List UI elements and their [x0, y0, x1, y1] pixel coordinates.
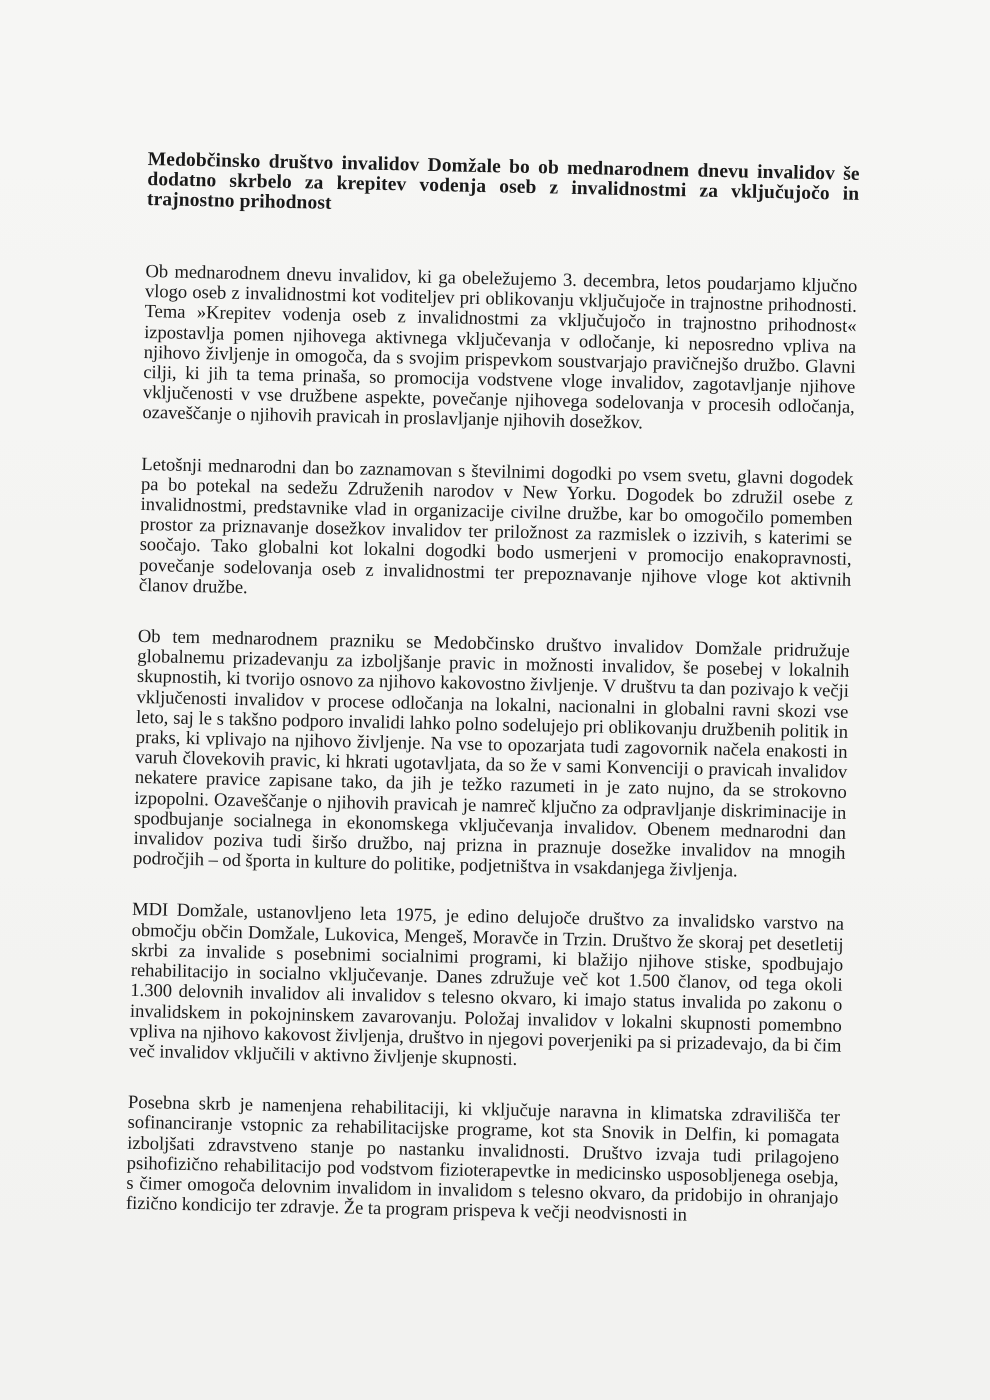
document-body [126, 150, 860, 1229]
paragraph-events: Letošnji mednarodni dan bo zaznamovan s številnimi dogodki po vsem svetu, glavni dogodek pa bo potekal na sedežu Združenih narodov v New Yorku. Dogodek bo združil osebe z invalidnostmi, predstavnike vlad in organizacije civilne družbe, kar bo omogočilo pomemben prostor za priznavanje dosežkov invalidov ter priložnost za razmislek o izzivih, s katerimi se soočajo. Tako globalni kot lokalni dogodki bodo usmerjeni v promocijo enakopravnosti, povečanje sodelovanja oseb z invalidnostmi ter prepoznavanje njihove vloge kot aktivnih članov družbe. [138, 453, 854, 599]
paragraph-intro: Ob mednarodnem dnevu invalidov, ki ga obeležujemo 3. decembra, letos poudarjamo ključno vlogo oseb z invalidnostmi kot voditeljev pri oblikovanju vključujoče in trajnostne prihodnosti. Tema »Krepitev vodenja oseb z invalidnostmi za vključujočo in trajnostno prihodnost« izpostavlja pomen njihovega aktivnega vključevanja v odločanje, ki neposredno vpliva na njihovo življenje in omogoča, da s svojim prispevkom soustvarjajo pravičnejšo družbo. Glavni cilji, ki jih ta tema prinaša, so promocija vodstvene vloge invalidov, zagotavljanje njihove vključenosti v vse družbene aspekte, povečanje njihovega sodelovanja v procesih odločanja, ozaveščanje o njihovih pravicah in proslavljanje njihovih dosežkov. [142, 260, 858, 434]
document-title: Medobčinsko društvo invalidov Domžale bo ob mednarodnem dnevu invalidov še dodatno skrbelo za krepitev vodenja oseb z invalidnostmi za vključujočo in trajnostno prihodnost [146, 149, 860, 214]
paragraph-history: MDI Domžale, ustanovljeno leta 1975, je edino delujoče društvo za invalidsko varstvo na območju občin Domžale, Lukovica, Mengeš, Moravče in Trzin. Društvo že skoraj pet desetletij skrbi za invalide s posebnimi socialnimi programi, ki blažijo njihove stiske, spodbujajo rehabilitacijo in socialno vključevanje. Danes združuje več kot 1.500 članov, od tega okoli 1.300 delovnih invalidov ali invalidov s telesno okvaro, ki imajo status invalida po zakonu o invalidskem in pokojninskem zavarovanju. Položaj invalidov v lokalni skupnosti pomembno vpliva na njihovo kakovost življenja, društvo in njegovi poverjeniki pa si prizadevajo, da bi čim več invalidov vključili v aktivno življenje skupnosti. [128, 899, 845, 1070]
paragraph-rehabilitation: Posebna skrb je namenjena rehabilitaciji, ki vključuje naravna in klimatska zdravilišča ter sofinanciranje vstopnic za rehabilitacijske programe, kot sta Snovik in Delfin, ki pomagata izboljšati zdravstveno stanje po nastanku invalidnosti. Društvo izvaja tudi prilagojeno psihofizično rehabilitacijo pod vodstvom fizioterapevtke in medicinsko usposobljenega osebja, s čimer omogoča delovnim invalidom in invalidom s telesno okvaro, da pridobijo in ohranjajo fizično kondicijo ter zdravje. Že ta program prispeva k večji neodvisnosti in [125, 1091, 841, 1226]
paragraph-mdi-domzale: Ob tem mednarodnem prazniku se Medobčinsko društvo invalidov Domžale pridružuje globalnemu prizadevanju za izboljšanje pravic in možnosti invalidov, še posebej v lokalnih skupnostih, ki tvorijo osnovo za njihovo kakovostno življenje. V društvu ta dan pozivajo k večji vključenosti invalidov v procese odločanja na lokalni, nacionalni in globalni ravni skozi vse leto, saj le s takšno podporo invalidi lahko polno sodelujejo pri oblikovanju družbenih politik in praks, ki vplivajo na njihovo življenje. Na vse to opozarjata tudi zagovornik načela enakosti in varuh človekovih pravic, ki hkrati ugotavljata, da so že v sami Konvenciji o pravicah invalidov nekatere pravice zapisane tako, da jih je težko razumeti in je zato nujno, da se strokovno izpopolni. Ozaveščanje o njihovih pravicah je namreč ključno za odpravljanje diskriminacije in spodbujanje socialnega in ekonomskega vključevanja invalidov. Obenem mednarodni dan invalidov poziva tudi širšo družbo, naj prizna in praznuje dosežke invalidov na mnogih področjih – od športa in kulture do politike, podjetništva in vsakdanjega življenja. [132, 625, 850, 882]
